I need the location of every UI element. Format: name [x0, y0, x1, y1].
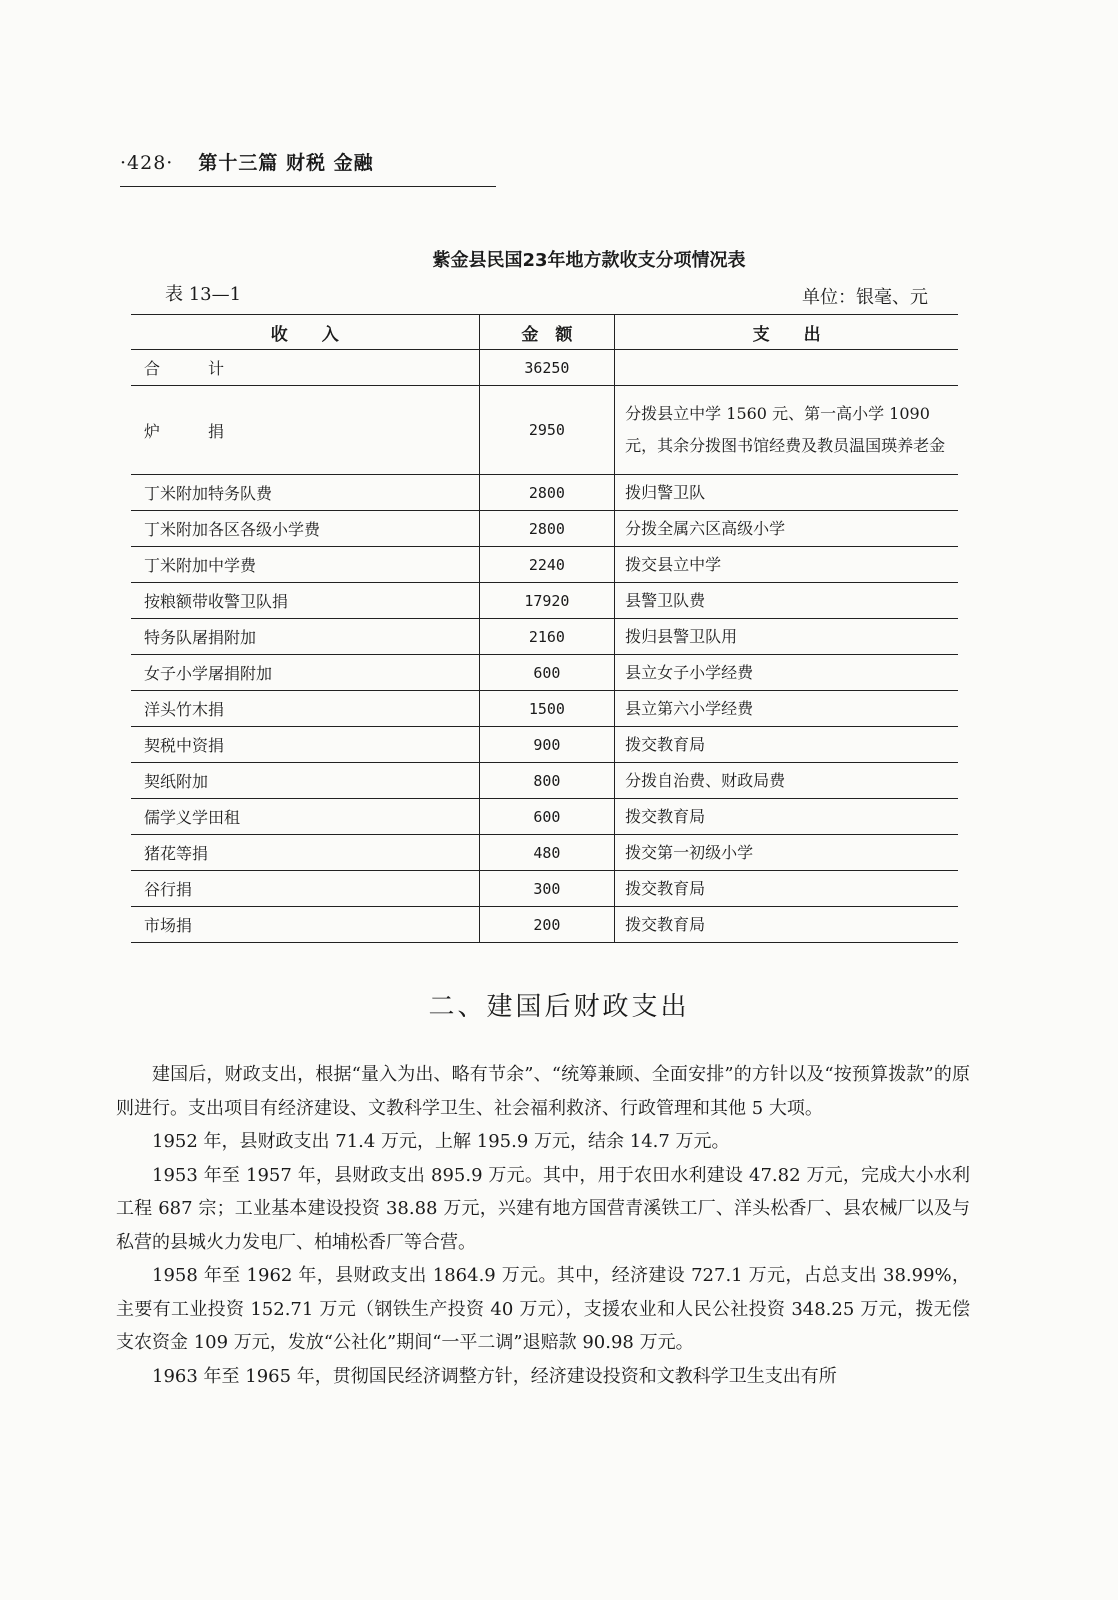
amount-cell: 1500 [479, 691, 615, 727]
expense-cell: 县立第六小学经费 [615, 691, 958, 727]
income-cell: 谷行捐 [131, 871, 479, 907]
expense-cell: 拨交第一初级小学 [615, 835, 958, 871]
amount-cell: 17920 [479, 583, 615, 619]
income-cell: 丁米附加特务队费 [131, 475, 479, 511]
table-row [131, 799, 958, 835]
table-row [131, 619, 958, 655]
table-row [131, 835, 958, 871]
header-rule [120, 186, 496, 187]
section-title: 二、建国后财政支出 [428, 992, 690, 1022]
page-number: ·428· [120, 152, 174, 174]
amount-cell: 900 [479, 727, 615, 763]
income-cell: 丁米附加各区各级小学费 [131, 511, 479, 547]
income-cell: 市场捐 [131, 907, 479, 943]
body-text [116, 1058, 970, 1393]
income-header: 收 入 [131, 315, 479, 350]
expense-cell: 县警卫队费 [615, 583, 958, 619]
paragraph: 1953 年至 1957 年，县财政支出 895.9 万元。其中，用于农田水利建设 47.82 万元，完成大小水利工程 687 宗；工业基本建设投资 38.88 万元，兴建有地方国营青溪铁工厂、洋头松香厂、县农械厂以及与私营的县城火力发电厂、柏埔松香厂等合营。 [116, 1164, 970, 1253]
table-row [131, 475, 958, 511]
expense-cell: 拨交县立中学 [615, 547, 958, 583]
table-row [131, 907, 958, 943]
expense-cell: 拨交教育局 [615, 799, 958, 835]
expense-cell: 分拨自治费、财政局费 [615, 763, 958, 799]
table-row [131, 691, 958, 727]
amount-cell: 2800 [479, 475, 615, 511]
table-row [131, 511, 958, 547]
income-cell: 炉 捐 [131, 386, 479, 475]
amount-cell: 2950 [479, 386, 615, 475]
expense-cell: 分拨全属六区高级小学 [615, 511, 958, 547]
amount-header: 金 额 [479, 315, 615, 350]
expense-cell: 拨归县警卫队用 [615, 619, 958, 655]
amount-cell: 480 [479, 835, 615, 871]
amount-cell: 36250 [479, 350, 615, 386]
amount-cell: 300 [479, 871, 615, 907]
income-cell: 洋头竹木捐 [131, 691, 479, 727]
revenue-expense-table [131, 314, 958, 943]
expense-cell [615, 350, 958, 386]
table-header-row [131, 315, 958, 350]
table-row [131, 763, 958, 799]
table-row [131, 386, 958, 475]
table-unit: 单位：银毫、元 [802, 287, 928, 308]
income-cell: 猪花等捐 [131, 835, 479, 871]
expense-cell: 分拨县立中学 1560 元、第一高小学 1090 元，其余分拨图书馆经费及教员温国瑛养老金 [615, 386, 958, 475]
income-cell: 合 计 [131, 350, 479, 386]
amount-cell: 2800 [479, 511, 615, 547]
table-title: 紫金县民国23年地方款收支分项情况表 [432, 250, 746, 271]
table-row [131, 547, 958, 583]
paragraph: 建国后，财政支出，根据“量入为出、略有节余”、“统筹兼顾、全面安排”的方针以及“按预算拨款”的原则进行。支出项目有经济建设、文教科学卫生、社会福利救济、行政管理和其他 5 大项。 [116, 1064, 970, 1119]
table-row [131, 583, 958, 619]
income-cell: 特务队屠捐附加 [131, 619, 479, 655]
expense-cell: 拨交教育局 [615, 727, 958, 763]
table-title-wrap [0, 246, 1118, 272]
running-header [120, 148, 496, 175]
amount-cell: 800 [479, 763, 615, 799]
amount-cell: 2160 [479, 619, 615, 655]
amount-cell: 200 [479, 907, 615, 943]
amount-cell: 600 [479, 655, 615, 691]
income-cell: 契税中资捐 [131, 727, 479, 763]
paragraph: 1958 年至 1962 年，县财政支出 1864.9 万元。其中，经济建设 727.1 万元，占总支出 38.99%，主要有工业投资 152.71 万元（钢铁生产投资 40 万元），支援农业和人民公社投资 348.25 万元，拨无偿支农资金 109 万元，发放“公社化”期间“一平二调”退赔款 90.98 万元。 [116, 1265, 970, 1353]
paragraph: 1952 年，县财政支出 71.4 万元，上解 195.9 万元，结余 14.7 万元。 [152, 1131, 730, 1152]
amount-cell: 600 [479, 799, 615, 835]
table-body [131, 350, 958, 943]
expense-header: 支 出 [615, 315, 958, 350]
table-row [131, 350, 958, 386]
table-row [131, 655, 958, 691]
expense-cell: 县立女子小学经费 [615, 655, 958, 691]
table-row [131, 871, 958, 907]
expense-cell: 拨交教育局 [615, 907, 958, 943]
income-cell: 儒学义学田租 [131, 799, 479, 835]
income-cell: 契纸附加 [131, 763, 479, 799]
income-cell: 女子小学屠捐附加 [131, 655, 479, 691]
income-cell: 按粮额带收警卫队捐 [131, 583, 479, 619]
table-row [131, 727, 958, 763]
chapter-title: 第十三篇 财税 金融 [198, 152, 374, 174]
table-number: 表 13—1 [165, 284, 242, 305]
paragraph: 1963 年至 1965 年，贯彻国民经济调整方针，经济建设投资和文教科学卫生支出有所 [152, 1365, 837, 1387]
amount-cell: 2240 [479, 547, 615, 583]
income-cell: 丁米附加中学费 [131, 547, 479, 583]
expense-cell: 拨交教育局 [615, 871, 958, 907]
expense-cell: 拨归警卫队 [615, 475, 958, 511]
